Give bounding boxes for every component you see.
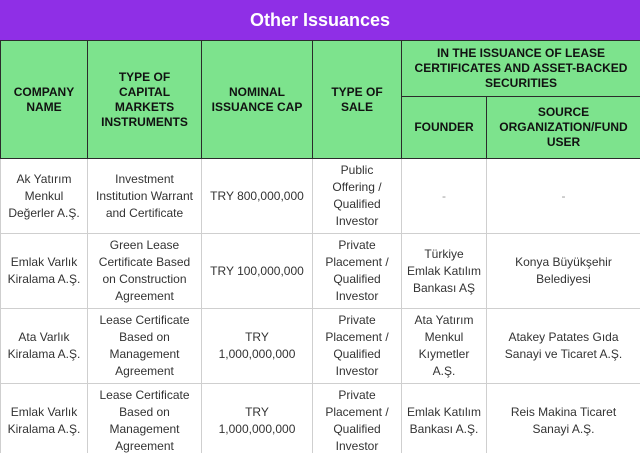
cell-sale: Public Offering / Qualified Investor [313,159,402,234]
cell-sale: Private Placement / Qualified Investor [313,309,402,384]
cell-instrument: Green Lease Certificate Based on Construction Agreement [88,234,202,309]
table-row [1,159,640,234]
cell-source: Konya Büyükşehir Belediyesi [487,234,640,309]
issuances-table [0,40,640,453]
header-type-of-sale: TYPE OF SALE [313,41,402,159]
header-lease-group: IN THE ISSUANCE OF LEASE CERTIFICATES AND ASSET-BACKED SECURITIES [402,41,640,97]
cell-instrument: Investment Institution Warrant and Certificate [88,159,202,234]
cell-company: Ak Yatırım Menkul Değerler A.Ş. [1,159,88,234]
cell-founder: Emlak Katılım Bankası A.Ş. [402,384,487,453]
header-company-name: COMPANY NAME [1,41,88,159]
cell-source: Reis Makina Ticaret Sanayi A.Ş. [487,384,640,453]
cell-source: Atakey Patates Gıda Sanayi ve Ticaret A.Ş. [487,309,640,384]
cell-founder: Ata Yatırım Menkul Kıymetler A.Ş. [402,309,487,384]
cell-company: Emlak Varlık Kiralama A.Ş. [1,234,88,309]
table-row [1,234,640,309]
header-nominal-cap: NOMINAL ISSUANCE CAP [202,41,313,159]
cell-instrument: Lease Certificate Based on Management Agreement [88,309,202,384]
cell-sale: Private Placement / Qualified Investor [313,384,402,453]
table-row [1,309,640,384]
cell-instrument: Lease Certificate Based on Management Agreement [88,384,202,453]
cell-source: - [487,159,640,234]
cell-founder: - [402,159,487,234]
cell-sale: Private Placement / Qualified Investor [313,234,402,309]
header-founder: FOUNDER [402,97,487,159]
cell-founder: Türkiye Emlak Katılım Bankası AŞ [402,234,487,309]
page-title: Other Issuances [0,0,640,40]
table-row [1,384,640,453]
cell-cap: TRY 800,000,000 [202,159,313,234]
cell-company: Emlak Varlık Kiralama A.Ş. [1,384,88,453]
cell-cap: TRY 100,000,000 [202,234,313,309]
cell-cap: TRY 1,000,000,000 [202,384,313,453]
header-instrument-type: TYPE OF CAPITAL MARKETS INSTRUMENTS [88,41,202,159]
header-source-organization: SOURCE ORGANIZATION/FUND USER [487,97,640,159]
cell-company: Ata Varlık Kiralama A.Ş. [1,309,88,384]
cell-cap: TRY 1,000,000,000 [202,309,313,384]
